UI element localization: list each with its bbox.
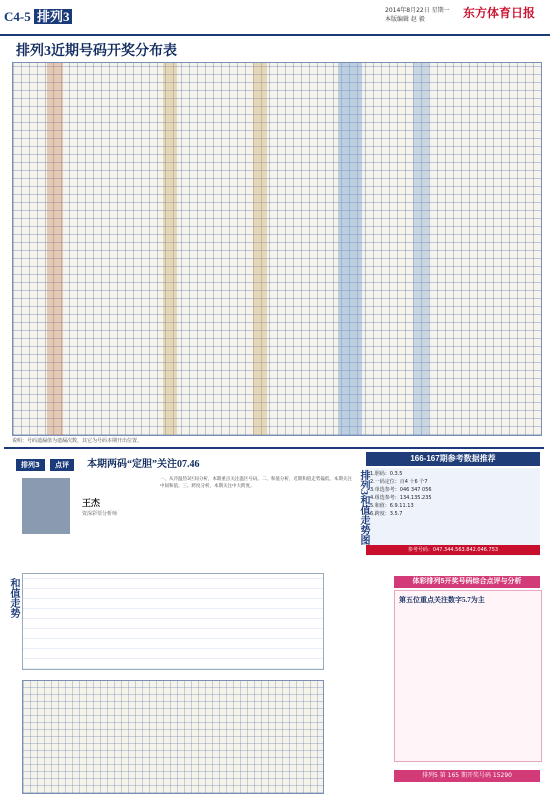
- article-body: 一、从冷温热3区间分析，本期重点关注温区号码。二、和值分析，近期和值走势偏低，本期关注中间和值。三、跨度分析，本期关注中大跨度。: [160, 477, 352, 489]
- page-header: [0, 0, 550, 42]
- article-tag-2: 点评: [50, 459, 74, 471]
- column-band: [338, 63, 362, 435]
- pink-sub: 第五位重点关注数字5.7为主: [399, 596, 485, 604]
- article-tag: 排列3: [16, 459, 45, 471]
- newspaper-logo: 东方体育日报: [463, 6, 536, 20]
- author-name: 王杰: [82, 498, 101, 508]
- section-rule: [4, 447, 544, 449]
- sum-trend-chart: [22, 573, 324, 670]
- author-title: 资深彩票分析师: [82, 511, 118, 517]
- pink-panel: [394, 590, 542, 762]
- article-headline: 本期两码“定胆”关注07.46: [87, 459, 200, 470]
- header-rule: [0, 34, 550, 36]
- pink-header: 体彩排列5开奖号码综合点评与分析: [394, 576, 540, 588]
- side-label-left: 和值走势: [8, 578, 19, 618]
- column-band: [163, 63, 177, 435]
- side-label-right: 排列3和值走势图: [358, 470, 369, 545]
- column-band: [413, 63, 429, 435]
- column-band: [47, 63, 63, 435]
- author-photo: [22, 478, 70, 534]
- page-title: 排列3近期号码开奖分布表: [16, 44, 177, 59]
- recommend-title: 166-167期参考数据推荐: [366, 452, 540, 466]
- recommend-numbers: 参考号码：047.344.563.842.046.753: [366, 545, 540, 555]
- grid-caption: 说明：号码遗漏值为遗漏次数，其它为号码本期开出位置。: [12, 438, 143, 444]
- section-label: C4-5 排列3: [4, 6, 72, 25]
- number-distribution-table: [12, 62, 542, 436]
- pink-footer: 排列5 第 165 期开奖号码 15290: [394, 770, 540, 782]
- article-header: [16, 452, 314, 470]
- date-line: 2014年8月22日 星期一 本版编辑 赵 毅: [385, 7, 450, 23]
- sum-trend-table: [22, 680, 324, 794]
- recommend-box: 1.胆码：0.3.5 2.一码定位：百4 十6 个7 3.单选参考：046 347 056 4.组选参考：134.135.235 5.和值：6.9.11.13 6.跨度：3.5.7: [366, 468, 540, 556]
- column-band: [253, 63, 267, 435]
